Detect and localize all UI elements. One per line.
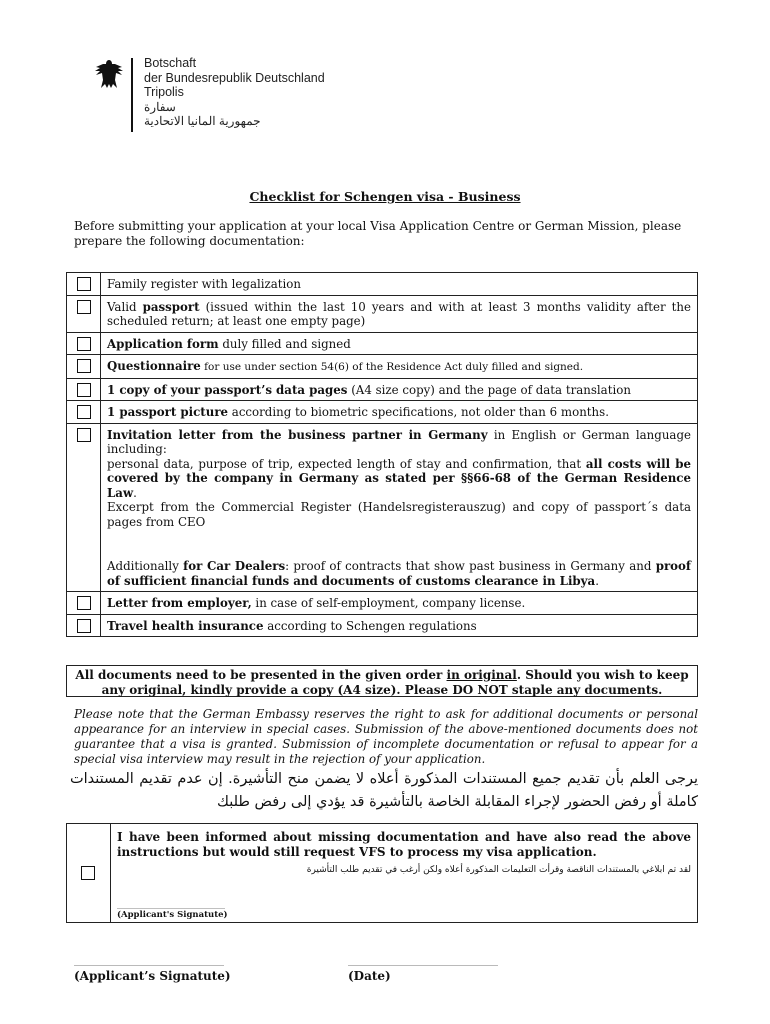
federal-eagle-icon — [94, 58, 124, 90]
checklist-row — [67, 332, 698, 355]
item-application-form: Application form duly filled and signed — [101, 332, 698, 355]
checkbox[interactable] — [77, 300, 91, 314]
checkbox[interactable] — [77, 619, 91, 633]
signature-label: (Applicant’s Signatute) — [74, 969, 231, 983]
item-health-insurance: Travel health insurance according to Schengen regulations — [101, 614, 698, 637]
checklist-row — [67, 273, 698, 296]
declaration-checkbox-cell — [67, 824, 111, 922]
checkbox[interactable] — [77, 405, 91, 419]
checkbox[interactable] — [77, 428, 91, 442]
checklist-row — [67, 401, 698, 424]
item-invitation-letter: Invitation letter from the business partner in Germany in English or German language including: personal data, purpose of trip, expected length of stay and confirmation, that all costs will be covered by the company in Germany as stated per §§66-68 of the German Residence Law. Excerpt from the Commercial Register (Handelsregisterauszug) and copy of passport´s data pages from CEO Additionally for Car Dealers: proof of contracts that show past business in Germany and proof of sufficient financial funds and documents of customs clearance in Libya. — [101, 423, 698, 592]
org-arabic-line: جمهورية المانيا الاتحادية — [144, 114, 261, 128]
declaration-box — [66, 823, 698, 923]
item-employer-letter: Letter from employer, in case of self-employment, company license. — [101, 592, 698, 615]
item-passport: Valid passport (issued within the last 10 years and with at least 3 months validity after the scheduled return; at least one empty page) — [101, 295, 698, 332]
checkbox[interactable] — [77, 596, 91, 610]
embassy-logo-text — [144, 56, 325, 129]
checklist-row — [67, 423, 698, 592]
logo-divider — [131, 58, 133, 132]
signature-line: ______________________________ — [74, 955, 224, 966]
arabic-disclaimer: يرجى العلم بأن تقديم جميع المستندات المذكورة أعلاه لا يضمن منح التأشيرة. إن عدم تقديم المستندات كاملة أو رفض الحضور لإجراء المقابلة الخاصة بالتأشيرة قد يؤدي إلى رفض طلبك — [70, 771, 698, 810]
checklist-row — [67, 378, 698, 401]
item-questionnaire: Questionnaire for use under section 54(6) of the Residence Act duly filled and signed. — [101, 355, 698, 379]
checkbox[interactable] — [77, 359, 91, 373]
date-label: (Date) — [348, 969, 391, 983]
date-line: ______________________________ — [348, 955, 498, 966]
original-documents-notice: All documents need to be presented in the given order in original. Should you wish to keep any original, kindly provide a copy (A4 size). Please DO NOT staple any documents. — [66, 665, 698, 697]
checklist-row — [67, 295, 698, 332]
checkbox[interactable] — [77, 383, 91, 397]
item-family: Family register with legalization — [101, 273, 698, 296]
item-passport-picture: 1 passport picture according to biometric specifications, not older than 6 months. — [101, 401, 698, 424]
declaration-checkbox[interactable] — [81, 866, 95, 880]
checklist-row — [67, 355, 698, 379]
checklist-row — [67, 614, 698, 637]
checklist-row — [67, 592, 698, 615]
checklist-table — [66, 272, 698, 637]
page-title: Checklist for Schengen visa - Business — [249, 189, 521, 204]
item-passport-copy: 1 copy of your passport’s data pages (A4 size copy) and the page of data translation — [101, 378, 698, 401]
org-arabic-line: سفارة — [144, 99, 176, 114]
embassy-disclaimer: Please note that the German Embassy reserves the right to ask for additional documents or personal appearance for an interview in special cases. Submission of the above-mentioned documents does not guarantee that a visa is granted. Submission of incomplete documentation or refusal to appear for a special visa interview may result in the rejection of your application. — [74, 707, 698, 766]
declaration-text: I have been informed about missing documentation and have also read the above instructions but would still request VFS to process my visa application. — [117, 830, 691, 859]
org-line: der Bundesrepublik Deutschland — [144, 70, 325, 85]
declaration-signature-line: ________________________ — [117, 899, 225, 909]
intro-text: Before submitting your application at your local Visa Application Centre or German Mission, please prepare the following documentation: — [74, 219, 682, 248]
checkbox[interactable] — [77, 337, 91, 351]
org-line: Tripolis — [144, 85, 184, 99]
declaration-signature-label: (Applicant's Signatute) — [117, 910, 228, 920]
declaration-arabic-text: لقد تم ابلاغي بالمستندات الناقصة وقرأت التعليمات المذكورة أعلاه ولكن أرغب في تقديم طلب التأشيرة — [306, 865, 691, 875]
org-line: Botschaft — [144, 56, 197, 70]
checkbox[interactable] — [77, 277, 91, 291]
